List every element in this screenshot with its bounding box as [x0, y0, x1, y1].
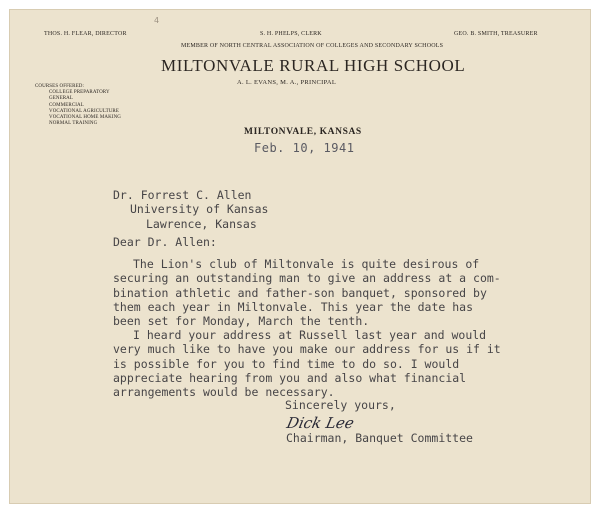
salutation: Dear Dr. Allen:	[113, 235, 217, 249]
address-line: University of Kansas	[130, 202, 269, 217]
course-item: COLLEGE PREPARATORY	[49, 90, 110, 96]
letter-date: Feb. 10, 1941	[254, 141, 355, 155]
paragraph-line: them each year in Miltonvale. This year the date has	[113, 299, 474, 314]
principal-line: A. L. EVANS, M. A., PRINCIPAL	[237, 79, 337, 86]
signer-title: Chairman, Banquet Committee	[286, 431, 473, 445]
course-item: VOCATIONAL HOME MAKING	[49, 115, 122, 121]
address-line: Dr. Forrest C. Allen	[113, 188, 252, 202]
course-item: VOCATIONAL AGRICULTURE	[49, 108, 120, 114]
paragraph-line: The Lion's club of Miltonvale is quite desirous of	[133, 257, 480, 271]
courses-block	[35, 84, 121, 127]
closing: Sincerely yours,	[285, 398, 396, 412]
address-line: Lawrence, Kansas	[146, 216, 257, 231]
paragraph-2	[113, 328, 501, 399]
paragraph-line: appreciate hearing from you and also what financial	[113, 370, 467, 385]
paragraph-1	[113, 257, 501, 328]
pencil-mark: 4	[154, 16, 160, 25]
director-name: THOS. H. FLEAR, DIRECTOR	[44, 31, 127, 37]
paragraph-line: arrangements would be necessary.	[113, 385, 335, 400]
school-name: MILTONVALE RURAL HIGH SCHOOL	[161, 56, 466, 75]
paragraph-line: securing an outstanding man to give an address at a com-	[113, 271, 501, 286]
inside-address	[113, 188, 268, 231]
paragraph-line: bination athletic and father-son banquet, sponsored by	[113, 285, 487, 300]
paragraph-line: been set for Monday, March the tenth.	[113, 314, 370, 329]
paragraph-line: very much like to have you make our address for us if it	[113, 342, 501, 357]
handwritten-signature: Dick Lee	[285, 414, 356, 432]
clerk-name: S. H. PHELPS, CLERK	[260, 31, 322, 37]
course-item: GENERAL	[49, 96, 74, 102]
membership-line: MEMBER OF NORTH CENTRAL ASSOCIATION OF COLLEGES AND SECONDARY SCHOOLS	[181, 43, 444, 49]
course-item: COMMERCIAL	[49, 102, 84, 108]
treasurer-name: GEO. B. SMITH, TREASURER	[454, 31, 538, 37]
paragraph-line: I heard your address at Russell last year and would	[133, 328, 487, 342]
course-item: NORMAL TRAINING	[49, 121, 98, 127]
letter-sheet	[9, 9, 591, 504]
paragraph-line: is possible for you to find time to do so. I would	[113, 356, 460, 371]
city-line: MILTONVALE, KANSAS	[244, 127, 362, 137]
courses-title: COURSES OFFERED:	[35, 84, 84, 89]
